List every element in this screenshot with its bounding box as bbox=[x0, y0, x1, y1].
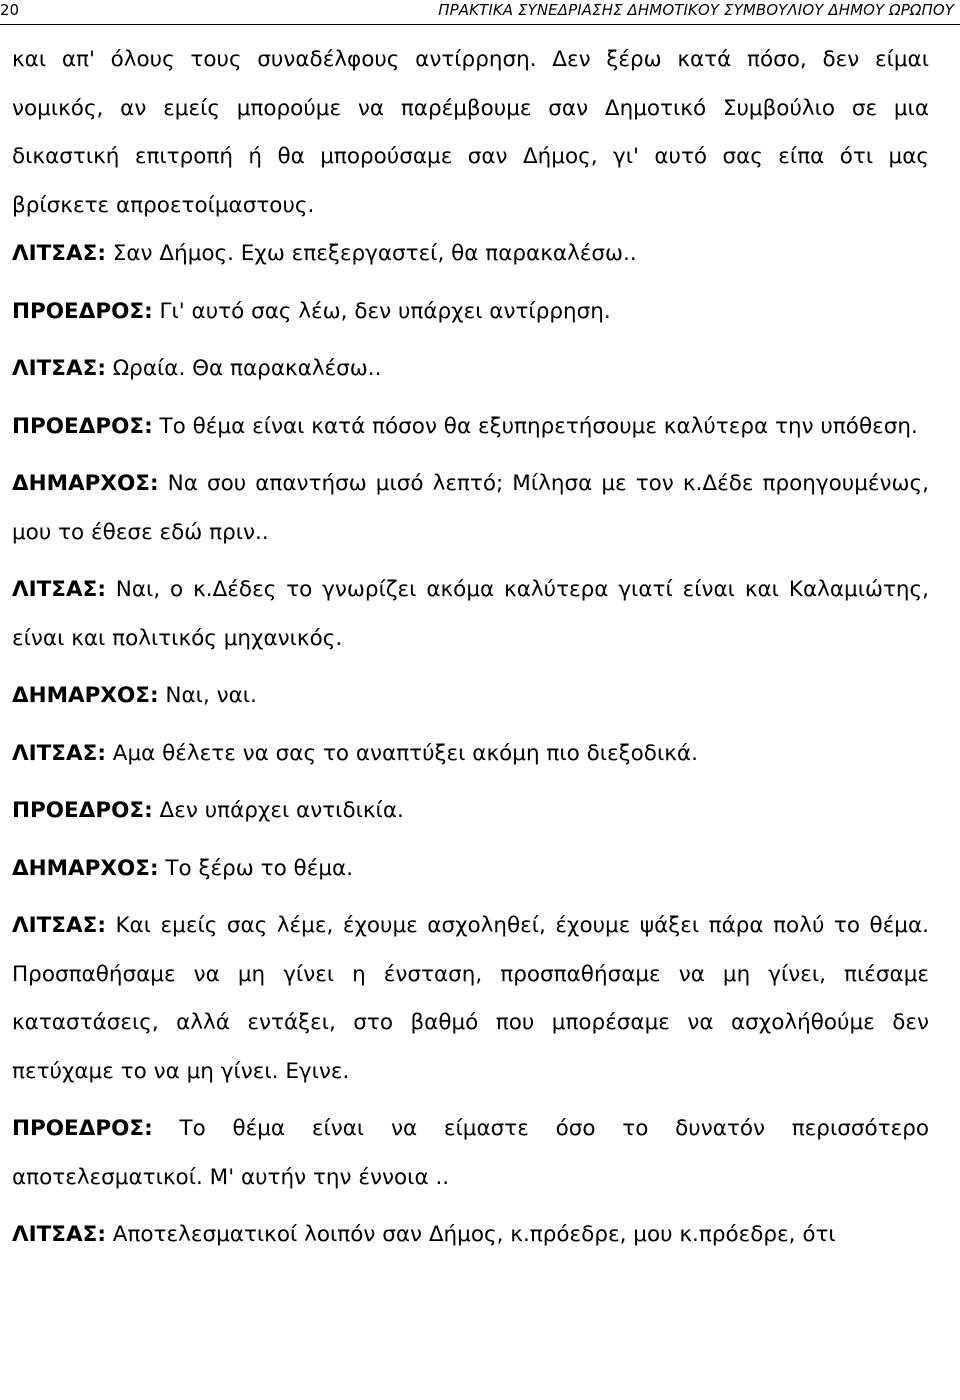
speech-text: Σαν Δήμος. Εχω επεξεργαστεί, θα παρακαλέσω.. bbox=[105, 241, 637, 266]
dialogue-entry bbox=[12, 845, 929, 894]
page-number: 20 bbox=[0, 1, 20, 19]
speaker-label: ΛΙΤΣΑΣ: bbox=[12, 241, 106, 266]
dialogue-entry bbox=[12, 902, 929, 1096]
speaker-label: ΔΗΜΑΡΧΟΣ: bbox=[12, 471, 159, 496]
dialogue-list bbox=[12, 230, 929, 1260]
dialogue-entry bbox=[12, 1105, 929, 1202]
speaker-label: ΠΡΟΕΔΡΟΣ: bbox=[12, 798, 153, 823]
dialogue-entry bbox=[12, 230, 929, 279]
dialogue-entry bbox=[12, 288, 929, 337]
intro-paragraph: και απ' όλους τους συναδέλφους αντίρρηση. Δεν ξέρω κατά πόσο, δεν είμαι νομικός, αν εμείς μπορούμε να παρέμβουμε σαν Δημοτικό Συμβούλιο σε μια δικαστική επιτροπή ή θα μπορούσαμε σαν Δήμος, γι' αυτό σας είπα ότι μας βρίσκετε απροετοίμαστους. bbox=[12, 47, 929, 218]
speaker-label: ΔΗΜΑΡΧΟΣ: bbox=[12, 855, 159, 881]
speech-text: Το ξέρω το θέμα. bbox=[158, 855, 354, 881]
dialogue-entry bbox=[12, 403, 929, 452]
speaker-label: ΔΗΜΑΡΧΟΣ: bbox=[12, 683, 159, 708]
speaker-label: ΠΡΟΕΔΡΟΣ: bbox=[12, 298, 153, 324]
dialogue-entry bbox=[12, 730, 929, 779]
speech-text: Να σου απαντήσω μισό λεπτό; Μίλησα με τον κ.Δέδε προηγουμένως, μου το έθεσε εδώ πριν.. bbox=[12, 471, 929, 545]
speech-text: Ναι, ο κ.Δέδες το γνωρίζει ακόμα καλύτερα γιατί είναι και Καλαμιώτης, είναι και πολιτικός μηχανικός. bbox=[12, 577, 929, 651]
dialogue-entry bbox=[12, 566, 929, 663]
speech-text: Ναι, ναι. bbox=[158, 683, 257, 708]
page-header bbox=[0, 0, 960, 25]
dialogue-entry bbox=[12, 345, 929, 394]
speech-text: Αμα θέλετε να σας το αναπτύξει ακόμη πιο διεξοδικά. bbox=[105, 740, 698, 766]
speaker-label: ΠΡΟΕΔΡΟΣ: bbox=[12, 1116, 153, 1141]
speech-text: Και εμείς σας λέμε, έχουμε ασχοληθεί, έχουμε ψάξει πάρα πολύ το θέμα. Προσπαθήσαμε να μη γίνει η ένσταση, προσπαθήσαμε να μη γίνει, πιέσαμε καταστάσεις, αλλά εντάξει, στο βαθμό που μπορέσαμε να ασχολήθούμε δεν πετύχαμε το να μη γίνει. Εγινε. bbox=[12, 913, 929, 1084]
speech-text: Ωραία. Θα παρακαλέσω.. bbox=[105, 356, 382, 381]
speech-text: Το θέμα είναι να είμαστε όσο το δυνατόν περισσότερο αποτελεσματικοί. Μ' αυτήν την έννοια .. bbox=[12, 1116, 929, 1190]
dialogue-entry bbox=[12, 1211, 929, 1260]
speaker-label: ΛΙΤΣΑΣ: bbox=[12, 577, 106, 602]
speech-text: Δεν υπάρχει αντιδικία. bbox=[152, 798, 404, 823]
speaker-label: ΛΙΤΣΑΣ: bbox=[12, 913, 106, 938]
speaker-label: ΛΙΤΣΑΣ: bbox=[12, 356, 106, 381]
speech-text: Γι' αυτό σας λέω, δεν υπάρχει αντίρρηση. bbox=[152, 298, 611, 324]
speech-text: Αποτελεσματικοί λοιπόν σαν Δήμος, κ.πρόεδρε, μου κ.πρόεδρε, ότι bbox=[105, 1222, 836, 1247]
dialogue-entry bbox=[12, 460, 929, 557]
speech-text: Το θέμα είναι κατά πόσον θα εξυπηρετήσουμε καλύτερα την υπόθεση. bbox=[152, 413, 918, 439]
minutes-body bbox=[12, 36, 929, 1269]
header-title: ΠΡΑΚΤΙΚΑ ΣΥΝΕΔΡΙΑΣΗΣ ΔΗΜΟΤΙΚΟΥ ΣΥΜΒΟΥΛΙΟΥ ΔΗΜΟΥ ΩΡΩΠΟΥ bbox=[438, 1, 954, 19]
speaker-label: ΛΙΤΣΑΣ: bbox=[12, 740, 106, 766]
dialogue-entry bbox=[12, 672, 929, 721]
speaker-label: ΠΡΟΕΔΡΟΣ: bbox=[12, 413, 153, 439]
speaker-label: ΛΙΤΣΑΣ: bbox=[12, 1222, 106, 1247]
dialogue-entry bbox=[12, 787, 929, 836]
